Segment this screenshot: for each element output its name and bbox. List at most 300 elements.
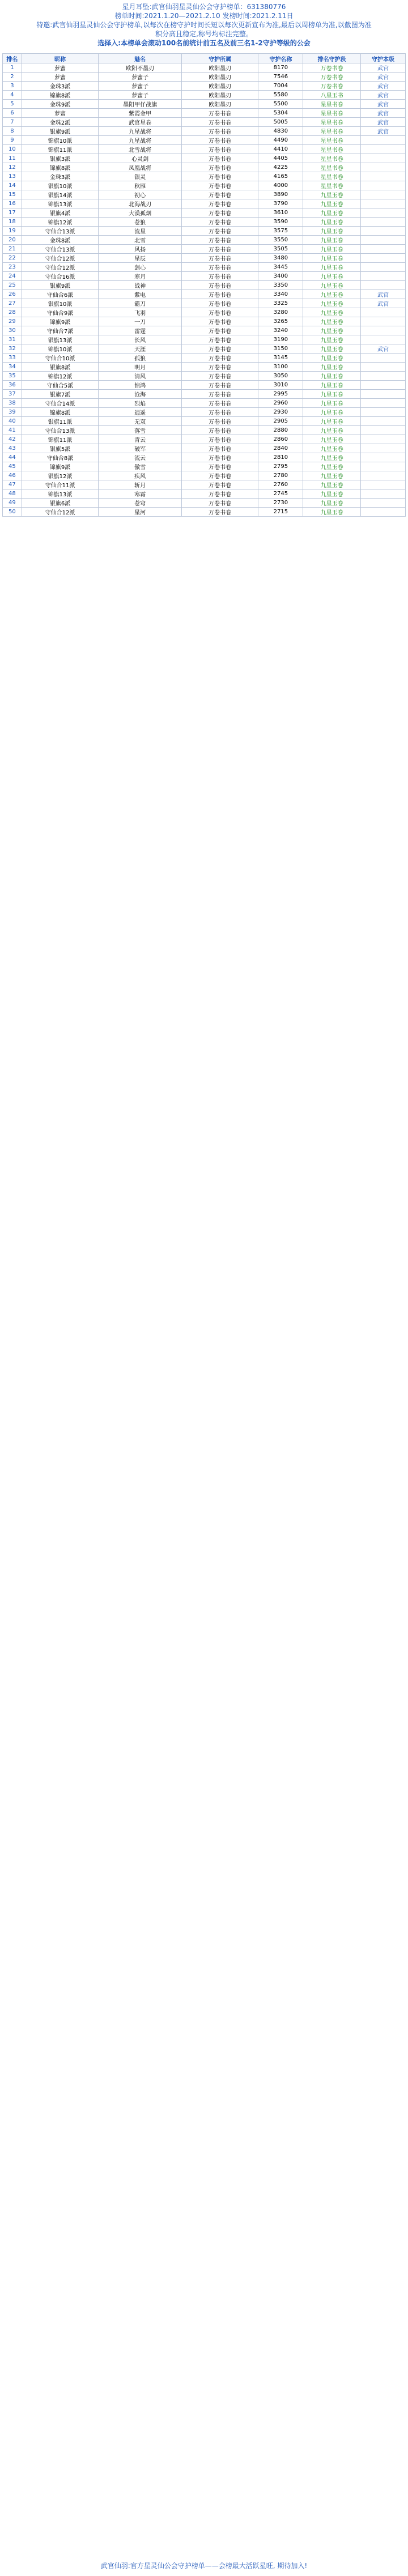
table-cell: 烈焰 (99, 399, 182, 408)
table-cell: 万卷书卷 (181, 489, 258, 499)
table-cell: 43 (3, 444, 22, 453)
table-cell: 4225 (258, 163, 303, 172)
table-cell (360, 254, 405, 263)
table-row (3, 308, 406, 317)
table-row (3, 73, 406, 82)
table-cell: 48 (3, 489, 22, 499)
rules-line: 特邀:武官仙羽星灵仙公会守护榜单,以每次在榜守护时间长短以每次更新宣布为准,最后以周榜单为准,以截图为准 (36, 21, 372, 29)
table-cell (360, 363, 405, 372)
table-cell: 18 (3, 218, 22, 227)
table-cell: 锦旗12派 (22, 218, 98, 227)
table-cell: 万卷书卷 (181, 145, 258, 154)
table-cell (360, 408, 405, 417)
table-cell: 九星玉卷 (303, 417, 361, 426)
table-row (3, 417, 406, 426)
table-cell: 40 (3, 417, 22, 426)
table-cell: 2780 (258, 471, 303, 480)
table-cell: 3790 (258, 199, 303, 208)
table-cell: 初心 (99, 190, 182, 199)
table-cell: 29 (3, 317, 22, 326)
table-cell: 苍穹 (99, 499, 182, 508)
table-cell: 3350 (258, 281, 303, 290)
table-cell: 欧阳不墨刃 (99, 63, 182, 73)
table-cell: 九星玉卷 (303, 499, 361, 508)
table-cell: 万卷书卷 (181, 254, 258, 263)
table-cell: 九星战将 (99, 136, 182, 145)
table-row (3, 480, 406, 489)
table-cell: 2905 (258, 417, 303, 426)
table-row (3, 227, 406, 236)
table-cell: 16 (3, 199, 22, 208)
table-row (3, 499, 406, 508)
table-cell: 锦旗13派 (22, 489, 98, 499)
table-cell: 3590 (258, 218, 303, 227)
table-cell: 锦旗13派 (22, 199, 98, 208)
table-cell: 22 (3, 254, 22, 263)
table-cell: 万卷书卷 (181, 118, 258, 127)
table-cell: 万卷书卷 (181, 218, 258, 227)
column-header: 昵称 (22, 54, 98, 63)
table-cell: 银旗10派 (22, 181, 98, 190)
table-cell (360, 308, 405, 317)
table-cell: 13 (3, 172, 22, 181)
table-cell: 欧阳墨刃 (181, 91, 258, 100)
document-header (0, 2, 408, 48)
table-cell (360, 263, 405, 272)
table-cell: 万卷书卷 (181, 372, 258, 381)
table-cell: 银旗11派 (22, 417, 98, 426)
table-cell: 2860 (258, 435, 303, 444)
table-cell: 万卷书卷 (181, 480, 258, 489)
table-cell (360, 508, 405, 517)
table-cell: 武官 (360, 109, 405, 118)
table-cell: 3010 (258, 381, 303, 390)
table-cell: 4410 (258, 145, 303, 154)
table-cell (360, 499, 405, 508)
table-cell: 九星玉卷 (303, 372, 361, 381)
table-cell: 38 (3, 399, 22, 408)
table-cell: 九星玉卷 (303, 272, 361, 281)
table-cell: 9 (3, 136, 22, 145)
table-cell: 4000 (258, 181, 303, 190)
table-cell: 萝蜜 (22, 73, 98, 82)
table-cell: 武官星卷 (99, 118, 182, 127)
table-cell (360, 444, 405, 453)
table-cell: 24 (3, 272, 22, 281)
table-cell: 落雪 (99, 426, 182, 435)
table-cell (360, 172, 405, 181)
table-cell: 霸刀 (99, 299, 182, 308)
table-cell: 武官 (360, 118, 405, 127)
table-cell: 35 (3, 372, 22, 381)
table-cell: 青云 (99, 435, 182, 444)
table-cell: 风扬 (99, 245, 182, 254)
table-cell: 九星玉卷 (303, 290, 361, 299)
table-cell: 8170 (258, 63, 303, 73)
table-cell: 破军 (99, 444, 182, 453)
table-cell: 傲雪 (99, 462, 182, 471)
table-cell: 3505 (258, 245, 303, 254)
table-cell: 金珠9派 (22, 100, 98, 109)
table-cell: 星辰 (99, 254, 182, 263)
table-cell: 星星书卷 (303, 118, 361, 127)
table-cell (360, 317, 405, 326)
table-cell: 守仙合12派 (22, 254, 98, 263)
table-cell: 北雪战将 (99, 145, 182, 154)
table-cell (360, 326, 405, 335)
table-cell: 天涯 (99, 344, 182, 354)
table-row (3, 63, 406, 73)
table-cell: 秋雁 (99, 181, 182, 190)
table-cell (360, 489, 405, 499)
table-cell: 2995 (258, 390, 303, 399)
table-cell: 守仙合16派 (22, 272, 98, 281)
table-cell: 战神 (99, 281, 182, 290)
pick-line: 选择入:本榜单会滚动100名前统计前五名及前三名1-2守护等级的公会 (97, 39, 311, 47)
table-cell: 锦旗8派 (22, 408, 98, 417)
table-row (3, 381, 406, 390)
table-cell: 5500 (258, 100, 303, 109)
table-cell: 3280 (258, 308, 303, 317)
table-cell: 万卷书卷 (181, 245, 258, 254)
table-cell: 2760 (258, 480, 303, 489)
table-cell: 九星玉卷 (303, 354, 361, 363)
table-cell: 17 (3, 208, 22, 218)
table-cell: 3890 (258, 190, 303, 199)
table-row (3, 127, 406, 136)
table-cell: 4405 (258, 154, 303, 163)
table-cell: 3610 (258, 208, 303, 218)
table-cell (360, 154, 405, 163)
table-cell: 星星书卷 (303, 136, 361, 145)
table-cell: 守仙合14派 (22, 399, 98, 408)
table-cell: 银旗6派 (22, 499, 98, 508)
table-cell: 孤狼 (99, 354, 182, 363)
table-header-row (3, 54, 406, 63)
table-cell: 5005 (258, 118, 303, 127)
table-cell (360, 372, 405, 381)
table-cell: 4490 (258, 136, 303, 145)
table-cell: 万卷书卷 (181, 453, 258, 462)
table-cell: 北雪 (99, 236, 182, 245)
table-cell: 银灵 (99, 172, 182, 181)
table-cell: 锦旗10派 (22, 136, 98, 145)
table-cell: 万卷书卷 (181, 299, 258, 308)
table-cell: 14 (3, 181, 22, 190)
table-cell: 剑心 (99, 263, 182, 272)
table-cell: 8 (3, 127, 22, 136)
table-cell: 36 (3, 381, 22, 390)
table-cell: 30 (3, 326, 22, 335)
table-cell: 万卷书卷 (181, 417, 258, 426)
table-cell (360, 227, 405, 236)
table-cell: 万卷书卷 (181, 263, 258, 272)
table-cell: 飞羽 (99, 308, 182, 317)
table-cell: 锦旗11派 (22, 145, 98, 154)
table-cell: 10 (3, 145, 22, 154)
table-cell: 3190 (258, 335, 303, 344)
table-row (3, 82, 406, 91)
table-cell: 雷霆 (99, 326, 182, 335)
table-row (3, 199, 406, 208)
table-cell: 银旗9派 (22, 281, 98, 290)
table-row (3, 91, 406, 100)
table-cell: 九星玉卷 (303, 435, 361, 444)
table-cell: 欧阳墨刃 (181, 82, 258, 91)
table-cell: 3325 (258, 299, 303, 308)
column-header: 魅名 (99, 54, 182, 63)
table-cell: 5580 (258, 91, 303, 100)
table-cell: 万卷书卷 (181, 471, 258, 480)
table-row (3, 471, 406, 480)
table-cell: 2840 (258, 444, 303, 453)
table-cell: 33 (3, 354, 22, 363)
table-cell: 九星玉卷 (303, 227, 361, 236)
table-cell: 万卷书卷 (181, 344, 258, 354)
table-row (3, 508, 406, 517)
table-row (3, 344, 406, 354)
table-row (3, 489, 406, 499)
table-cell: 萝蜜子 (99, 73, 182, 82)
table-cell: 银旗10派 (22, 299, 98, 308)
table-row (3, 190, 406, 199)
table-cell: 23 (3, 263, 22, 272)
table-cell: 金珠8派 (22, 236, 98, 245)
table-cell: 守仙合13派 (22, 426, 98, 435)
table-row (3, 245, 406, 254)
table-cell (360, 190, 405, 199)
table-cell (360, 236, 405, 245)
table-cell (360, 272, 405, 281)
table-cell: 九星玉卷 (303, 236, 361, 245)
table-cell: 凤凰战将 (99, 163, 182, 172)
table-cell: 3145 (258, 354, 303, 363)
table-cell: 逍遥 (99, 408, 182, 417)
table-cell (360, 335, 405, 344)
table-cell (360, 163, 405, 172)
table-cell: 1 (3, 63, 22, 73)
table-cell: 星星书卷 (303, 154, 361, 163)
table-cell: 46 (3, 471, 22, 480)
table-cell: 2715 (258, 508, 303, 517)
table-row (3, 163, 406, 172)
table-cell: 九星玉卷 (303, 208, 361, 218)
table-cell: 九星玉卷 (303, 199, 361, 208)
table-cell: 守仙合10派 (22, 354, 98, 363)
table-cell: 万卷书卷 (181, 172, 258, 181)
table-cell (360, 480, 405, 489)
table-cell: 九星玉卷 (303, 508, 361, 517)
table-row (3, 290, 406, 299)
table-cell: 沧海 (99, 390, 182, 399)
table-cell: 九星玉卷 (303, 444, 361, 453)
table-cell: 15 (3, 190, 22, 199)
table-cell: 万卷书卷 (181, 408, 258, 417)
table-cell: 5 (3, 100, 22, 109)
table-cell: 万卷书卷 (181, 190, 258, 199)
table-cell: 九星玉卷 (303, 471, 361, 480)
table-cell: 寒霜 (99, 489, 182, 499)
table-cell: 守仙合7派 (22, 326, 98, 335)
table-cell: 星星书卷 (303, 109, 361, 118)
table-cell (360, 381, 405, 390)
table-cell: 6 (3, 109, 22, 118)
table-cell: 九星玉卷 (303, 218, 361, 227)
table-cell: 寒月 (99, 272, 182, 281)
table-cell: 九星玉卷 (303, 344, 361, 354)
table-cell (360, 390, 405, 399)
table-cell: 25 (3, 281, 22, 290)
table-cell (360, 354, 405, 363)
table-cell: 11 (3, 154, 22, 163)
table-cell: 3340 (258, 290, 303, 299)
table-cell: 万卷书卷 (181, 227, 258, 236)
table-cell (360, 281, 405, 290)
table-cell: 万卷书卷 (181, 127, 258, 136)
table-cell: 44 (3, 453, 22, 462)
table-cell: 九星玉卷 (303, 426, 361, 435)
table-cell: 金珠3派 (22, 82, 98, 91)
table-cell: 星河 (99, 508, 182, 517)
table-row (3, 109, 406, 118)
table-cell: 守仙合12派 (22, 263, 98, 272)
table-cell: 50 (3, 508, 22, 517)
table-cell: 锦旗12派 (22, 372, 98, 381)
table-cell: 守仙合8派 (22, 453, 98, 462)
table-cell: 3265 (258, 317, 303, 326)
table-cell: 7 (3, 118, 22, 127)
table-row (3, 145, 406, 154)
table-row (3, 100, 406, 109)
table-cell: 心灵剑 (99, 154, 182, 163)
table-row (3, 181, 406, 190)
table-cell: 万卷书卷 (181, 272, 258, 281)
table-cell: 4830 (258, 127, 303, 136)
table-cell: 守仙合11派 (22, 480, 98, 489)
table-cell: 27 (3, 299, 22, 308)
table-cell: 九星玉卷 (303, 453, 361, 462)
table-cell: 万卷书卷 (303, 63, 361, 73)
table-cell: 万卷书卷 (181, 426, 258, 435)
table-cell: 万卷书卷 (181, 435, 258, 444)
table-row (3, 462, 406, 471)
table-cell: 九星玉卷 (303, 308, 361, 317)
table-row (3, 354, 406, 363)
table-cell: 苍狼 (99, 218, 182, 227)
table-row (3, 317, 406, 326)
table-row (3, 272, 406, 281)
table-cell: 守仙合13派 (22, 245, 98, 254)
table-cell: 清风 (99, 372, 182, 381)
table-cell: 武官 (360, 127, 405, 136)
table-cell: 九星战将 (99, 127, 182, 136)
table-cell: 萝蜜 (22, 63, 98, 73)
table-cell (360, 245, 405, 254)
table-cell: 九星玉卷 (303, 281, 361, 290)
table-cell: 八星玉书 (303, 91, 361, 100)
table-row (3, 444, 406, 453)
table-cell: 3550 (258, 236, 303, 245)
table-cell: 明月 (99, 363, 182, 372)
table-cell (360, 417, 405, 426)
table-cell (360, 145, 405, 154)
table-cell: 2880 (258, 426, 303, 435)
table-cell: 九星玉卷 (303, 263, 361, 272)
table-cell: 流云 (99, 453, 182, 462)
table-cell: 九星玉卷 (303, 245, 361, 254)
table-row (3, 263, 406, 272)
table-cell: 守仙合12派 (22, 508, 98, 517)
table-cell (360, 435, 405, 444)
table-cell: 武官 (360, 344, 405, 354)
table-cell: 九星玉卷 (303, 480, 361, 489)
table-cell: 锦旗9派 (22, 317, 98, 326)
table-cell: 疾风 (99, 471, 182, 480)
table-cell: 银旗5派 (22, 444, 98, 453)
table-cell: 3150 (258, 344, 303, 354)
table-cell: 九星玉卷 (303, 317, 361, 326)
table-cell: 长风 (99, 335, 182, 344)
table-cell: 2730 (258, 499, 303, 508)
table-cell: 42 (3, 435, 22, 444)
table-cell: 金珠2派 (22, 118, 98, 127)
table-cell: 武官 (360, 82, 405, 91)
table-cell: 2810 (258, 453, 303, 462)
table-cell: 无双 (99, 417, 182, 426)
table-cell: 2930 (258, 408, 303, 417)
table-cell: 万卷书卷 (181, 236, 258, 245)
column-header: 排名守护段 (303, 54, 361, 63)
table-cell (360, 453, 405, 462)
table-cell: 锦旗8派 (22, 163, 98, 172)
table-cell: 金珠3派 (22, 172, 98, 181)
table-cell: 3480 (258, 254, 303, 263)
table-cell: 21 (3, 245, 22, 254)
table-cell: 九星玉卷 (303, 326, 361, 335)
table-cell: 7004 (258, 82, 303, 91)
title-line: 星月耳坠:武官仙羽星灵仙公会守护榜单：631380776 (122, 3, 286, 11)
table-cell: 守仙合9派 (22, 308, 98, 317)
table-cell: 银旗14派 (22, 190, 98, 199)
table-cell (360, 218, 405, 227)
table-cell: 万卷书卷 (181, 381, 258, 390)
table-row (3, 218, 406, 227)
table-cell: 九星玉卷 (303, 390, 361, 399)
table-cell: 星星书卷 (303, 172, 361, 181)
table-cell: 锦旗10派 (22, 344, 98, 354)
table-cell: 3100 (258, 363, 303, 372)
table-cell: 萝蜜 (22, 109, 98, 118)
column-header: 守护名称 (258, 54, 303, 63)
table-cell: 3575 (258, 227, 303, 236)
table-cell: 万卷书卷 (303, 82, 361, 91)
table-cell: 欧阳墨刃 (181, 63, 258, 73)
table-cell: 20 (3, 236, 22, 245)
table-row (3, 399, 406, 408)
table-row (3, 254, 406, 263)
table-cell (360, 181, 405, 190)
table-row (3, 372, 406, 381)
table-cell: 九星玉卷 (303, 363, 361, 372)
table-cell: 九星玉卷 (303, 462, 361, 471)
table-cell: 28 (3, 308, 22, 317)
table-cell (360, 426, 405, 435)
table-cell: 万卷书卷 (181, 136, 258, 145)
table-cell: 万卷书卷 (181, 317, 258, 326)
table-cell: 2960 (258, 399, 303, 408)
table-cell: 星星书卷 (303, 127, 361, 136)
table-cell: 万卷书卷 (181, 308, 258, 317)
